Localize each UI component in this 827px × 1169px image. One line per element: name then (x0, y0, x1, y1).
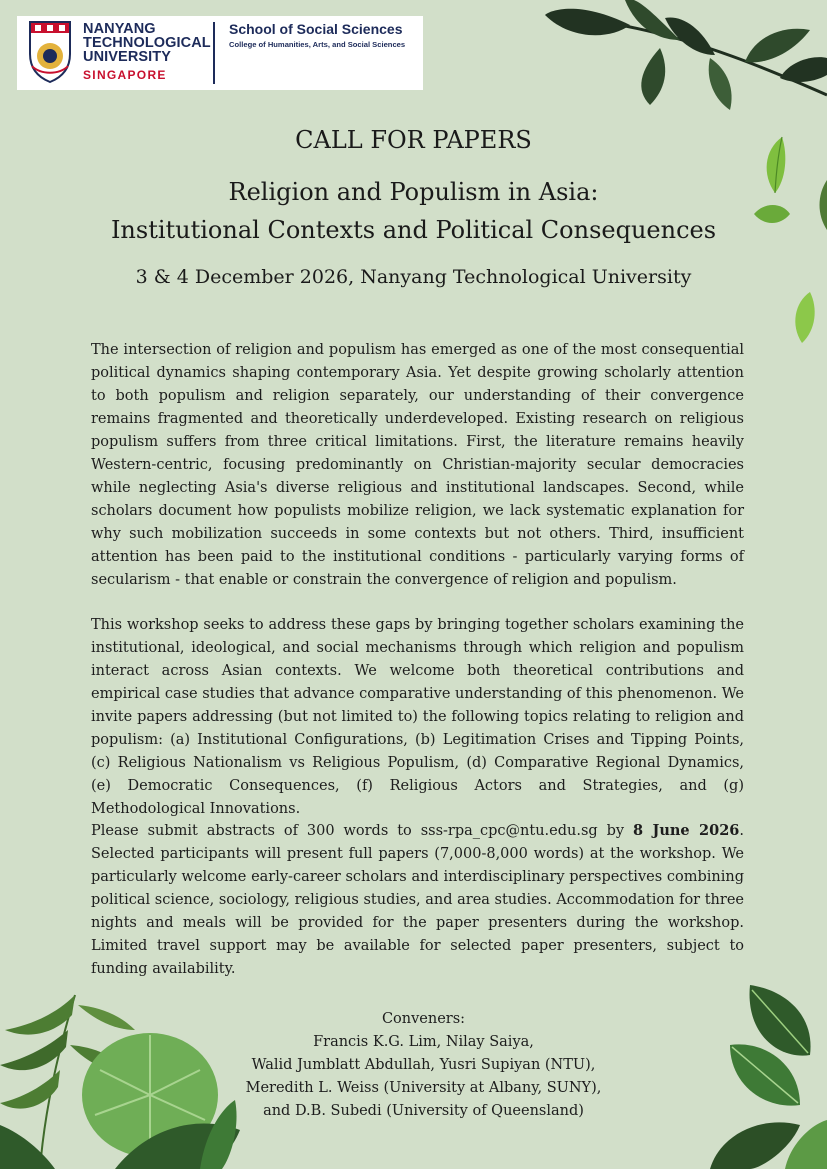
ntu-country: SINGAPORE (83, 68, 167, 82)
conveners-line3: Meredith L. Weiss (University at Albany, SUNY), (245, 1080, 602, 1096)
workshop-title-line1: Religion and Populism in Asia: (228, 178, 599, 206)
ntu-wordmark-line2: TECHNOLOGICAL (83, 35, 211, 51)
ntu-wordmark-line3: UNIVERSITY (83, 49, 172, 65)
ntu-logo-banner (17, 16, 423, 90)
conveners-label: Conveners: (381, 1011, 466, 1027)
ntu-crest-icon (26, 20, 74, 84)
school-name: School of Social Sciences (229, 21, 403, 37)
ntu-wordmark (83, 22, 211, 64)
ntu-wordmark-line1: NANYANG (83, 21, 156, 37)
workshop-title-line2: Institutional Contexts and Political Consequences (110, 216, 717, 244)
college-name: College of Humanities, Arts, and Social Sciences (229, 40, 406, 49)
date-venue: 3 & 4 December 2026, Nanyang Technological University (135, 266, 692, 288)
call-for-papers-heading: CALL FOR PAPERS (295, 126, 532, 154)
conveners-line4: and D.B. Subedi (University of Queensland) (263, 1103, 584, 1119)
conveners-line1: Francis K.G. Lim, Nilay Saiya, (313, 1034, 534, 1050)
submission-text-pre: Please submit abstracts of 300 words to sss-rpa_cpc@ntu.edu.sg by (91, 823, 634, 839)
leaf-small-right-3 (790, 290, 820, 345)
paragraph-submission (91, 819, 744, 981)
conveners-line2: Walid Jumblatt Abdullah, Yusri Supiyan (NTU), (251, 1057, 596, 1073)
paragraph-intro: The intersection of religion and populism has emerged as one of the most consequential political dynamics shaping contemporary Asia. Yet despite growing scholarly attention to both populism and religion separately, our understanding of their convergence remains fragmented and theoretically underdeveloped. Existing research on religious populism suffers from three critical limitations. First, the literature remains heavily Western-centric, focusing predominantly on Christian-majority secular democracies while neglecting Asia's diverse religious and institutional landscapes. Second, while scholars document how populists mobilize religion, we lack systematic explanation for why such mobilization succeeds in some contexts but not others. Third, insufficient attention has been paid to the institutional conditions - particularly varying forms of secularism - that enable or constrain the convergence of religion and populism. (91, 342, 744, 588)
submission-text-post: . Selected participants will present full papers (7,000-8,000 words) at the workshop. We particularly welcome early-career scholars and interdisciplinary perspectives combining political science, sociology, religious studies, and area studies. Accommodation for three nights and meals will be provided for the paper presenters during the workshop. Limited travel support may be available for selected paper presenters, subject to funding availability. (91, 823, 744, 977)
leaf-branch-top-right (540, 0, 827, 120)
logo-divider (213, 22, 215, 84)
submission-deadline: 8 June 2026 (633, 822, 740, 839)
paragraph-workshop-aims: This workshop seeks to address these gaps by bringing together scholars examining the institutional, ideological, and social mechanisms through which religion and populism interact across Asian contexts. We welcome both theoretical contributions and empirical case studies that advance comparative understanding of this phenomenon. We invite papers addressing (but not limited to) the following topics relating to religion and populism: (a) Institutional Configurations, (b) Legitimation Crises and Tipping Points, (c) Religious Nationalism vs Religious Populism, (d) Comparative Regional Dynamics, (e) Democratic Consequences, (f) Religious Actors and Strategies, and (g) Methodological Innovations. (91, 617, 744, 817)
conveners-block (0, 1008, 827, 1123)
